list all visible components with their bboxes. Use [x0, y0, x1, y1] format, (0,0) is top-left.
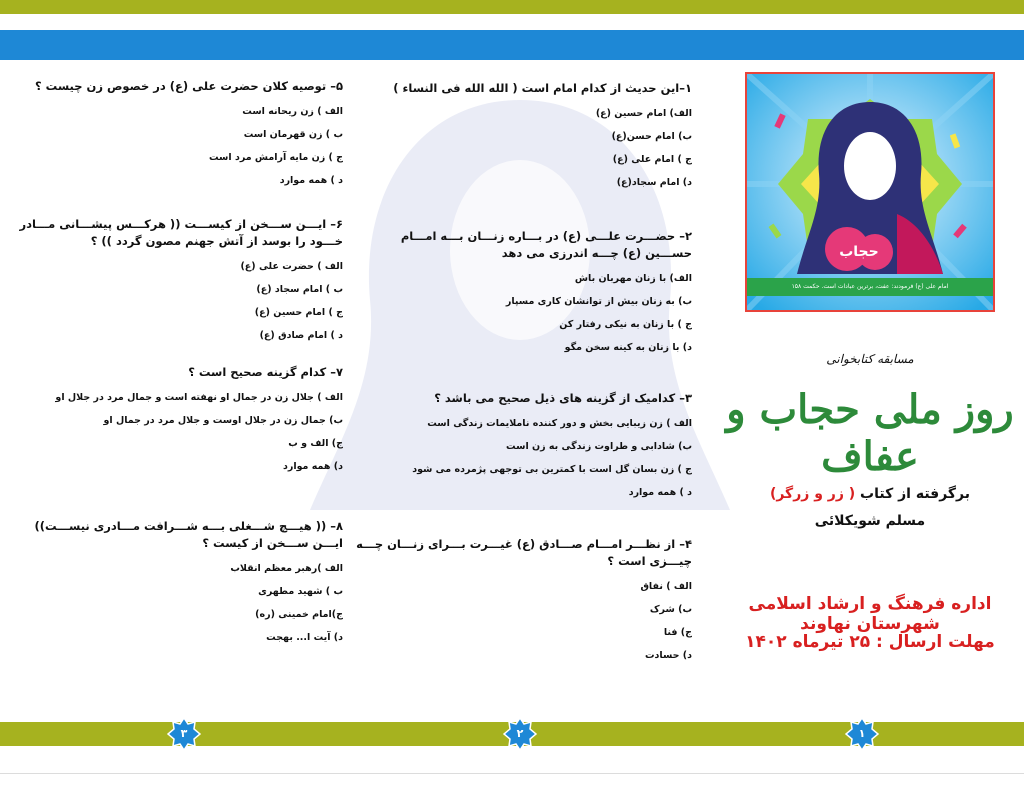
option: ج ) امام علی (ع) [612, 154, 692, 165]
option: د ) همه موارد [628, 487, 692, 498]
cover-poster-image [745, 72, 995, 312]
option: ب) به زنان بیش از توانشان کاری مسپار [505, 296, 692, 307]
option: الف ) حضرت علی (ع) [240, 261, 343, 272]
author-name: مسلم شویکلائی [814, 513, 926, 529]
book-prefix: برگرفته از کتاب [860, 486, 971, 502]
option: الف ) زن زیبایی بخش و دور کننده ناملایمات زندگی است [427, 418, 692, 429]
option: الف) با زنان مهربان باش [574, 273, 692, 284]
question-title: ۶– ایـــن ســـخن از کیســـت (( هرکـــس پیشـــانی مـــادر خـــود را بوسد از آتش جهنم مصون گردد )) ؟ [19, 217, 343, 248]
deadline: مهلت ارسال : ۲۵ تیرماه ۱۴۰۲ [745, 632, 995, 652]
page-number-badge-2 [503, 717, 537, 751]
main-title: روز ملی حجاب و عفاف [726, 386, 1014, 480]
poster-caption: امام علی (ع) فرمودند: عفت، برترین عبادات است. حکمت ۱۵۸ [747, 278, 993, 296]
poster-logo-text: حجاب [839, 244, 879, 260]
option: ب) شادابی و طراوت زندگی به زن است [506, 441, 692, 452]
question-1 [352, 80, 692, 228]
option: ج ) امام حسین (ع) [254, 307, 343, 318]
option: ج ) با زنان به نیکی رفتار کن [559, 319, 692, 330]
question-4 [352, 536, 692, 662]
question-title: ۵– توصیه کلان حضرت علی (ع) در خصوص زن چیست ؟ [34, 79, 343, 93]
panel-3-questions [16, 78, 343, 644]
option: ب) جمال زن در جلال اوست و جلال مرد در جمال او [103, 415, 343, 426]
book-name: ( زر و زرگر) [769, 486, 856, 502]
contest-label: مسابقه کتابخوانی [826, 352, 914, 366]
question-5 [16, 78, 343, 216]
option: ب ) امام سجاد (ع) [256, 284, 343, 295]
question-title: ۸– (( هیـــچ شـــغلی بـــه شـــرافت مـــادری نیســـت)) ایـــن ســـخن از کیست ؟ [34, 519, 343, 550]
option: الف ) نفاق [640, 581, 692, 592]
option: د) آیت ا... بهجت [266, 632, 343, 643]
question-6 [16, 216, 343, 364]
question-2 [352, 228, 692, 390]
panel-2-questions [352, 80, 692, 662]
option: الف) امام حسین (ع) [595, 108, 692, 119]
page-number: ۲ [516, 727, 524, 740]
question-title: ۴– از نظـــر امـــام صـــادق (ع) غیـــرت بـــرای زنـــان چـــه چیـــزی است ؟ [356, 537, 692, 568]
option: ب) امام حسن(ع) [611, 131, 692, 142]
option: د) امام سجاد(ع) [616, 177, 692, 188]
top-blue-bar [0, 30, 1024, 60]
question-title: ۷– کدام گزینه صحیح است ؟ [188, 365, 343, 379]
book-source-line [720, 486, 1020, 502]
option: ج) الف و ب [288, 438, 343, 449]
option: د ) امام صادق (ع) [259, 330, 343, 341]
option: د) با زنان به کینه سخن مگو [564, 342, 692, 353]
office-name: اداره فرهنگ و ارشاد اسلامی شهرستان نهاوند [748, 594, 992, 634]
option: د ) همه موارد [279, 175, 343, 186]
option: د) همه موارد [283, 461, 343, 472]
top-olive-bar [0, 0, 1024, 14]
option: ب ) شهید مطهری [258, 586, 343, 597]
option: ب) شرک [649, 604, 692, 615]
question-8 [16, 518, 343, 644]
bottom-divider [0, 773, 1024, 774]
option: ج ) زن مایه آرامش مرد است [208, 152, 343, 163]
option: ب ) زن قهرمان است [243, 129, 343, 140]
option: د) حسادت [644, 650, 692, 661]
question-3 [352, 390, 692, 536]
option: الف ) جلال زن در جمال او نهفته است و جمال مرد در جلال او [55, 392, 343, 403]
option: ج) فنا [663, 627, 692, 638]
option: الف ) زن ریحانه است [242, 106, 343, 117]
page-number-badge-3 [167, 717, 201, 751]
option: ج ) زن بسان گل است با کمترین بی توجهی پژمرده می شود [412, 464, 692, 475]
question-title: ۲– حضـــرت علـــی (ع) در بـــاره زنـــان بـــه امـــام حســـین (ع) چـــه اندرزی می دهد [400, 229, 692, 260]
page-number: ۱ [858, 727, 866, 740]
page-number: ۳ [180, 727, 188, 740]
hijab-woman-illustration-icon [747, 74, 993, 310]
option: الف )رهبر معظم انقلاب [230, 563, 343, 574]
question-title: ۱–این حدیث از کدام امام است ( الله الله فی النساء ) [393, 81, 692, 95]
option: ج)امام خمینی (ره) [255, 609, 343, 620]
page-number-badge-1 [845, 717, 879, 751]
question-title: ۳– کدامیک از گزینه های ذیل صحیح می باشد ؟ [434, 391, 692, 405]
question-7 [16, 364, 343, 518]
